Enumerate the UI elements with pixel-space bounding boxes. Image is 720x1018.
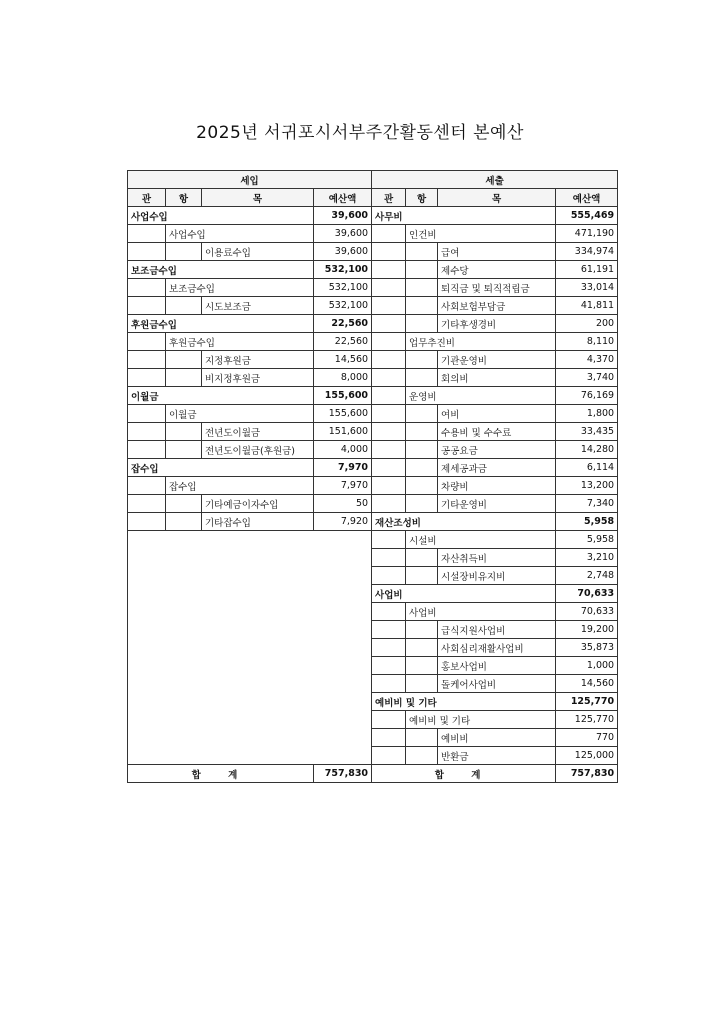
- expense-indent-cell: [406, 369, 438, 387]
- income-hang-name: 이월금: [166, 405, 314, 423]
- expense-indent-cell: [372, 333, 406, 351]
- income-indent-cell: [128, 495, 166, 513]
- expense-indent-cell: [406, 423, 438, 441]
- income-total-amount: 757,830: [314, 765, 372, 783]
- expense-amount: 33,435: [556, 423, 618, 441]
- expense-indent-cell: [406, 297, 438, 315]
- expense-amount: 41,811: [556, 297, 618, 315]
- expense-mok-name: 기타후생경비: [438, 315, 556, 333]
- table-row: [128, 297, 618, 315]
- income-empty-area: [128, 531, 372, 765]
- expense-amount: 3,740: [556, 369, 618, 387]
- income-gwan-name: 후원금수입: [128, 315, 314, 333]
- income-indent-cell: [128, 279, 166, 297]
- table-row: [128, 531, 618, 549]
- income-col-gwan: 관: [128, 189, 166, 207]
- table-row: [128, 405, 618, 423]
- income-gwan-name: 이월금: [128, 387, 314, 405]
- table-row: [128, 423, 618, 441]
- expense-amount: 8,110: [556, 333, 618, 351]
- expense-amount: 770: [556, 729, 618, 747]
- expense-hang-name: 예비비 및 기타: [406, 711, 556, 729]
- expense-col-gwan: 관: [372, 189, 406, 207]
- expense-amount: 7,340: [556, 495, 618, 513]
- expense-mok-name: 기타운영비: [438, 495, 556, 513]
- table-row: [128, 477, 618, 495]
- income-mok-name: 기타예금이자수입: [202, 495, 314, 513]
- expense-col-hang: 항: [406, 189, 438, 207]
- expense-gwan-name: 예비비 및 기타: [372, 693, 556, 711]
- expense-hang-name: 운영비: [406, 387, 556, 405]
- income-indent-cell: [128, 423, 166, 441]
- income-indent-cell: [166, 369, 202, 387]
- income-mok-name: 전년도이월금: [202, 423, 314, 441]
- expense-amount: 125,000: [556, 747, 618, 765]
- income-indent-cell: [128, 243, 166, 261]
- expense-amount: 61,191: [556, 261, 618, 279]
- expense-indent-cell: [406, 459, 438, 477]
- expense-indent-cell: [372, 729, 406, 747]
- table-row: [128, 387, 618, 405]
- expense-indent-cell: [372, 495, 406, 513]
- table-row: [128, 279, 618, 297]
- expense-indent-cell: [372, 405, 406, 423]
- expense-mok-name: 반환금: [438, 747, 556, 765]
- income-hang-name: 잡수입: [166, 477, 314, 495]
- income-amount: 155,600: [314, 405, 372, 423]
- expense-amount: 6,114: [556, 459, 618, 477]
- income-amount: 532,100: [314, 279, 372, 297]
- income-gwan-name: 보조금수입: [128, 261, 314, 279]
- income-indent-cell: [166, 423, 202, 441]
- expense-amount: 200: [556, 315, 618, 333]
- expense-mok-name: 자산취득비: [438, 549, 556, 567]
- income-amount: 39,600: [314, 243, 372, 261]
- expense-mok-name: 수용비 및 수수료: [438, 423, 556, 441]
- expense-indent-cell: [372, 603, 406, 621]
- expense-mok-name: 예비비: [438, 729, 556, 747]
- expense-mok-name: 여비: [438, 405, 556, 423]
- expense-indent-cell: [406, 675, 438, 693]
- income-mok-name: 이용료수입: [202, 243, 314, 261]
- expense-indent-cell: [372, 225, 406, 243]
- expense-amount: 1,800: [556, 405, 618, 423]
- expense-indent-cell: [372, 387, 406, 405]
- expense-col-amount: 예산액: [556, 189, 618, 207]
- expense-amount: 70,633: [556, 603, 618, 621]
- expense-indent-cell: [372, 315, 406, 333]
- table-row: [128, 261, 618, 279]
- expense-indent-cell: [406, 657, 438, 675]
- expense-amount: 4,370: [556, 351, 618, 369]
- expense-indent-cell: [372, 747, 406, 765]
- expense-mok-name: 공공요금: [438, 441, 556, 459]
- expense-amount: 3,210: [556, 549, 618, 567]
- expense-indent-cell: [372, 657, 406, 675]
- expense-amount: 5,958: [556, 531, 618, 549]
- expense-mok-name: 홍보사업비: [438, 657, 556, 675]
- expense-indent-cell: [406, 549, 438, 567]
- expense-gwan-name: 사무비: [372, 207, 556, 225]
- budget-table: [127, 170, 618, 783]
- expense-indent-cell: [406, 495, 438, 513]
- expense-indent-cell: [406, 639, 438, 657]
- income-amount: 39,600: [314, 225, 372, 243]
- expense-hang-name: 시설비: [406, 531, 556, 549]
- table-row: [128, 243, 618, 261]
- expense-hang-name: 인건비: [406, 225, 556, 243]
- income-amount: 22,560: [314, 315, 372, 333]
- expense-indent-cell: [372, 549, 406, 567]
- expense-mok-name: 시설장비유지비: [438, 567, 556, 585]
- expense-amount: 125,770: [556, 711, 618, 729]
- expense-amount: 1,000: [556, 657, 618, 675]
- expense-mok-name: 급식지원사업비: [438, 621, 556, 639]
- income-indent-cell: [128, 351, 166, 369]
- expense-indent-cell: [406, 351, 438, 369]
- income-mok-name: 지정후원금: [202, 351, 314, 369]
- expense-amount: 2,748: [556, 567, 618, 585]
- table-row: [128, 459, 618, 477]
- income-amount: 532,100: [314, 261, 372, 279]
- expense-amount: 14,560: [556, 675, 618, 693]
- expense-amount: 13,200: [556, 477, 618, 495]
- expense-amount: 33,014: [556, 279, 618, 297]
- expense-indent-cell: [406, 261, 438, 279]
- income-header: 세입: [128, 171, 372, 189]
- expense-mok-name: 기관운영비: [438, 351, 556, 369]
- income-col-mok: 목: [202, 189, 314, 207]
- expense-mok-name: 사회보험부담금: [438, 297, 556, 315]
- expense-amount: 555,469: [556, 207, 618, 225]
- expense-amount: 76,169: [556, 387, 618, 405]
- table-row: [128, 495, 618, 513]
- expense-indent-cell: [372, 243, 406, 261]
- income-indent-cell: [128, 297, 166, 315]
- income-indent-cell: [128, 225, 166, 243]
- income-indent-cell: [166, 351, 202, 369]
- income-indent-cell: [128, 333, 166, 351]
- table-row: [128, 351, 618, 369]
- table-row: [128, 369, 618, 387]
- income-mok-name: 기타잡수입: [202, 513, 314, 531]
- income-col-amount: 예산액: [314, 189, 372, 207]
- expense-indent-cell: [372, 711, 406, 729]
- expense-gwan-name: 재산조성비: [372, 513, 556, 531]
- income-amount: 39,600: [314, 207, 372, 225]
- income-amount: 7,970: [314, 477, 372, 495]
- income-amount: 14,560: [314, 351, 372, 369]
- income-amount: 7,970: [314, 459, 372, 477]
- expense-indent-cell: [372, 297, 406, 315]
- expense-gwan-name: 사업비: [372, 585, 556, 603]
- expense-indent-cell: [372, 531, 406, 549]
- expense-mok-name: 회의비: [438, 369, 556, 387]
- expense-amount: 14,280: [556, 441, 618, 459]
- expense-indent-cell: [372, 477, 406, 495]
- expense-indent-cell: [372, 351, 406, 369]
- income-mok-name: 비지정후원금: [202, 369, 314, 387]
- income-indent-cell: [166, 297, 202, 315]
- expense-indent-cell: [372, 459, 406, 477]
- expense-col-mok: 목: [438, 189, 556, 207]
- expense-mok-name: 제수당: [438, 261, 556, 279]
- table-row: [128, 207, 618, 225]
- income-indent-cell: [166, 243, 202, 261]
- income-amount: 532,100: [314, 297, 372, 315]
- income-amount: 7,920: [314, 513, 372, 531]
- expense-indent-cell: [372, 279, 406, 297]
- expense-indent-cell: [372, 621, 406, 639]
- income-mok-name: 전년도이월금(후원금): [202, 441, 314, 459]
- expense-indent-cell: [372, 675, 406, 693]
- income-total-label: 합 계: [128, 765, 314, 783]
- expense-amount: 334,974: [556, 243, 618, 261]
- income-indent-cell: [128, 513, 166, 531]
- expense-indent-cell: [406, 243, 438, 261]
- income-indent-cell: [166, 513, 202, 531]
- expense-mok-name: 차량비: [438, 477, 556, 495]
- expense-indent-cell: [406, 405, 438, 423]
- income-amount: 155,600: [314, 387, 372, 405]
- income-amount: 22,560: [314, 333, 372, 351]
- income-indent-cell: [166, 495, 202, 513]
- expense-mok-name: 퇴직금 및 퇴직적립금: [438, 279, 556, 297]
- expense-mok-name: 돌케어사업비: [438, 675, 556, 693]
- expense-amount: 70,633: [556, 585, 618, 603]
- expense-indent-cell: [372, 369, 406, 387]
- budget-sheet: [127, 170, 617, 826]
- expense-total-label: 합 계: [372, 765, 556, 783]
- income-amount: 151,600: [314, 423, 372, 441]
- income-amount: 8,000: [314, 369, 372, 387]
- expense-indent-cell: [406, 567, 438, 585]
- expense-indent-cell: [406, 729, 438, 747]
- expense-amount: 471,190: [556, 225, 618, 243]
- page-title: 2025년 서귀포시서부주간활동센터 본예산: [196, 123, 524, 143]
- income-hang-name: 후원금수입: [166, 333, 314, 351]
- table-row: [128, 513, 618, 531]
- expense-total-amount: 757,830: [556, 765, 618, 783]
- income-amount: 4,000: [314, 441, 372, 459]
- expense-indent-cell: [372, 423, 406, 441]
- income-indent-cell: [128, 441, 166, 459]
- expense-mok-name: 제세공과금: [438, 459, 556, 477]
- income-mok-name: 시도보조금: [202, 297, 314, 315]
- table-row: [128, 441, 618, 459]
- income-gwan-name: 사업수입: [128, 207, 314, 225]
- income-col-hang: 항: [166, 189, 202, 207]
- income-gwan-name: 잡수입: [128, 459, 314, 477]
- income-indent-cell: [128, 405, 166, 423]
- expense-amount: 5,958: [556, 513, 618, 531]
- expense-hang-name: 사업비: [406, 603, 556, 621]
- expense-indent-cell: [406, 315, 438, 333]
- table-row: [128, 225, 618, 243]
- expense-mok-name: 급여: [438, 243, 556, 261]
- income-hang-name: 사업수입: [166, 225, 314, 243]
- income-indent-cell: [128, 477, 166, 495]
- expense-header: 세출: [372, 171, 618, 189]
- expense-indent-cell: [406, 747, 438, 765]
- expense-indent-cell: [372, 639, 406, 657]
- expense-indent-cell: [406, 477, 438, 495]
- expense-indent-cell: [406, 279, 438, 297]
- budget-rows: [128, 207, 618, 765]
- expense-indent-cell: [372, 261, 406, 279]
- expense-indent-cell: [372, 567, 406, 585]
- expense-amount: 125,770: [556, 693, 618, 711]
- expense-indent-cell: [372, 441, 406, 459]
- income-indent-cell: [128, 369, 166, 387]
- table-row: [128, 315, 618, 333]
- income-amount: 50: [314, 495, 372, 513]
- expense-indent-cell: [406, 441, 438, 459]
- income-hang-name: 보조금수입: [166, 279, 314, 297]
- table-row: [128, 333, 618, 351]
- expense-hang-name: 업무추진비: [406, 333, 556, 351]
- expense-amount: 19,200: [556, 621, 618, 639]
- expense-indent-cell: [406, 621, 438, 639]
- income-indent-cell: [166, 441, 202, 459]
- expense-amount: 35,873: [556, 639, 618, 657]
- expense-mok-name: 사회심리재활사업비: [438, 639, 556, 657]
- total-row: [128, 765, 618, 783]
